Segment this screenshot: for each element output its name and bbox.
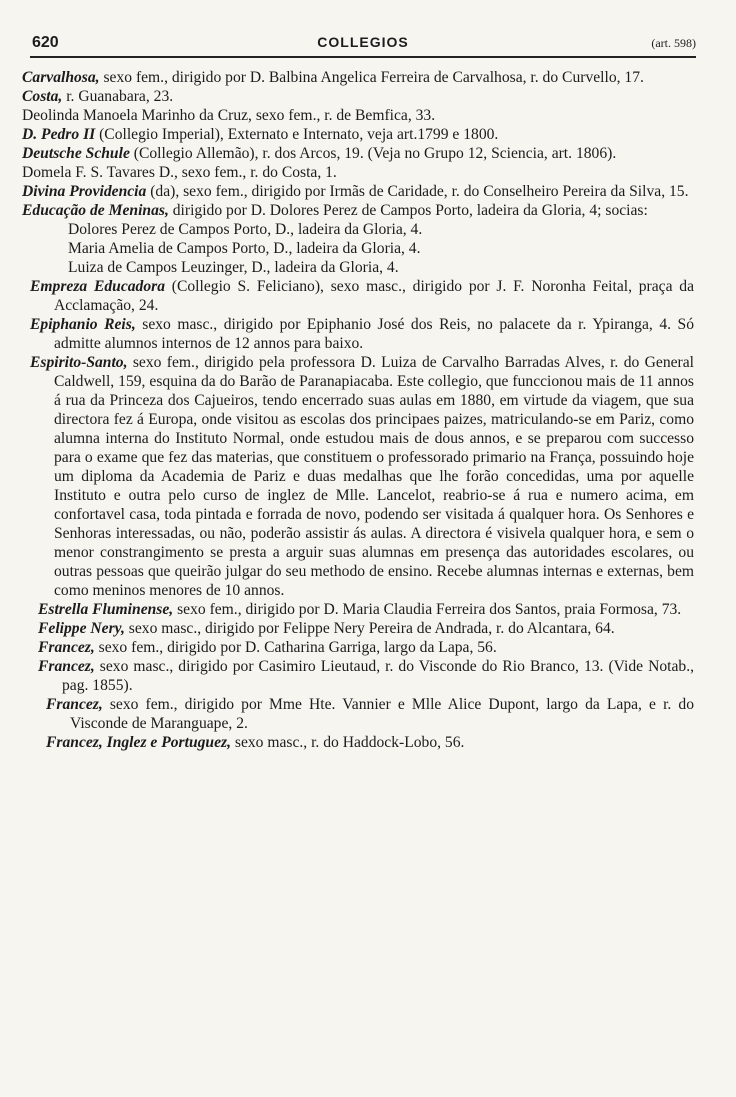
directory-entry (38, 619, 694, 638)
entry-name: Carvalhosa, (22, 69, 100, 86)
entry-name: Francez, Inglez e Portuguez, (46, 734, 231, 751)
entry-text: sexo fem., dirigido por D. Catharina Garriga, largo da Lapa, 56. (94, 639, 497, 656)
entry-text: sexo fem., dirigido por D. Balbina Angelica Ferreira de Carvalhosa, r. do Curvello, 17. (99, 69, 644, 86)
entry-text: (da), sexo fem., dirigido por Irmãs de Caridade, r. do Conselheiro Pereira da Silva, 15. (146, 183, 689, 200)
entry-text: r. Guanabara, 23. (62, 88, 174, 105)
directory-entry (38, 638, 694, 657)
entry-text: sexo fem., dirigido por D. Maria Claudia Ferreira dos Santos, praia Formosa, 73. (173, 601, 682, 618)
entry-text: sexo fem., dirigido por Mme Hte. Vannier e Mlle Alice Dupont, largo da Lapa, e r. do Visconde de Maranguape, 2. (70, 696, 694, 732)
directory-entry (38, 600, 694, 619)
entry-text: sexo fem., dirigido pela professora D. Luiza de Carvalho Barradas Alves, r. do General Caldwell, 159, esquina da do Barão de Paranapiacaba. Este collegio, que funccionou mais de 11 annos á rua da Princeza dos Cajueiros, tendo encerrado suas aulas em 1880, em virtude da viagem, que sua directora fez á Europa, onde visitou as escolas dos principaes paizes, matriculando-se em Pariz, como alumna interna do Instituto Normal, onde estudou mais de dous annos, e se preparou com successo para o exame que fez das materias, que constituem o professorado primario na França, possuindo hoje um diploma da Academia de Pariz e duas medalhas que lhe forão concedidas, uma por aquelle Instituto e outra pelo curso de inglez de Mlle. Lancelot, reabrio-se á rua e numero acima, em confortavel casa, toda pintada e forrada de novo, podendo ser visitada á qualquer hora. Os Senhores e Senhoras interessadas, ou não, poderão assistir ás aulas. A directora é visivela qualquer hora, e sem o menor constrangimento se presta a arguir suas alumnas em presença das autoridades escolares, ou outras pessoas que queirão julgar do seu methodo de ensino. Recebe alumnas internas e externas, bem como meninos menores de 10 annos. (54, 354, 694, 599)
entry-name: Costa, (22, 88, 63, 105)
directory-entry (22, 163, 694, 182)
entry-name: D. Pedro II (22, 126, 96, 143)
directory-entry (30, 353, 694, 600)
entry-name: Epiphanio Reis, (30, 316, 136, 333)
page-number: 620 (32, 34, 59, 51)
entry-name: Estrella Fluminense, (38, 601, 174, 618)
entry-text: sexo masc., r. do Haddock-Lobo, 56. (230, 734, 465, 751)
directory-entry (22, 68, 694, 87)
directory-entry (30, 277, 694, 315)
entry-text: dirigido por D. Dolores Perez de Campos Porto, ladeira da Gloria, 4; socias: (168, 202, 648, 219)
entry-name: Francez, (38, 639, 95, 656)
entry-name: Deutsche Schule (22, 145, 130, 162)
socia-line: Luiza de Campos Leuzinger, D., ladeira da Gloria, 4. (68, 259, 399, 276)
entry-text: (Collegio S. Feliciano), sexo masc., dirigido por J. F. Noronha Feital, praça da Acclamação, 24. (54, 278, 694, 314)
entry-name: Espirito-Santo, (30, 354, 128, 371)
directory-entry (38, 657, 694, 695)
directory-entry (22, 182, 694, 201)
directory-entry (46, 733, 694, 752)
entry-text: (Collegio Allemão), r. dos Arcos, 19. (Veja no Grupo 12, Sciencia, art. 1806). (129, 145, 617, 162)
entry-text: sexo masc., dirigido por Epiphanio José dos Reis, no palacete da r. Ypiranga, 4. Só admitte alumnos internos de 12 annos para baixo. (54, 316, 695, 352)
entry-text: sexo masc., dirigido por Felippe Nery Pereira de Andrada, r. do Alcantara, 64. (124, 620, 615, 637)
entry-text: Deolinda Manoela Marinho da Cruz, sexo fem., r. de Bemfica, 33. (22, 107, 436, 124)
entry-name: Educação de Meninas, (22, 202, 169, 219)
entry-name: Empreza Educadora (30, 278, 166, 295)
entry-name: Francez, (38, 658, 95, 675)
page-header (30, 32, 696, 58)
directory-entry (22, 125, 694, 144)
article-reference: (art. 598) (651, 36, 696, 50)
directory-text (22, 68, 694, 752)
page-title: COLLEGIOS (317, 34, 409, 50)
entry-name: Divina Providencia (22, 183, 147, 200)
directory-entry (22, 106, 694, 125)
directory-entry (30, 315, 694, 353)
directory-entry (22, 87, 694, 106)
entry-text: Domela F. S. Tavares D., sexo fem., r. do Costa, 1. (22, 164, 337, 181)
socia-line: Maria Amelia de Campos Porto, D., ladeira da Gloria, 4. (68, 240, 421, 257)
entry-name: Felippe Nery, (38, 620, 125, 637)
directory-entry (46, 695, 694, 733)
entry-text: sexo masc., dirigido por Casimiro Lieutaud, r. do Visconde do Rio Branco, 13. (Vide Notab., pag. 1855). (62, 658, 694, 694)
entry-text: (Collegio Imperial), Externato e Internato, veja art.1799 e 1800. (95, 126, 499, 143)
directory-entry (22, 201, 694, 220)
socia-line: Dolores Perez de Campos Porto, D., ladeira da Gloria, 4. (68, 221, 423, 238)
directory-entry (22, 144, 694, 163)
entry-name: Francez, (46, 696, 103, 713)
